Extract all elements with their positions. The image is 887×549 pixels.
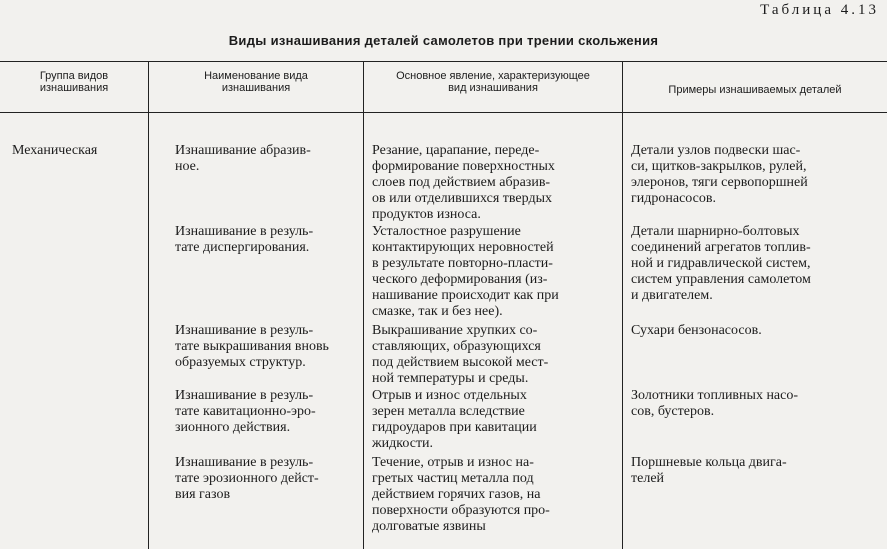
- table-row-1-examples: Детали узлов подвески шас- си, щитков-закрылков, рулей, элеронов, тяги сервопоршней гидронасосов.: [631, 143, 808, 206]
- table-row-4-examples: Золотники топливных насо- сов, бустеров.: [631, 388, 799, 419]
- header-wear-group: Группа видов изнашивания: [39, 70, 109, 94]
- table-row-2-examples: Детали шарнирно-болтовых соединений агрегатов топлив- ной и гидравлической систем, систем управления самолетом и двигателем.: [631, 224, 811, 303]
- table-row-3-name: Изнашивание в резуль- тате выкрашивания вновь образуемых структур.: [175, 323, 329, 370]
- table-row-3-phenomenon: Выкрашивание хрупких со- ставляющих, образующихся под действием высокой мест- ной температуры и среды.: [372, 323, 549, 386]
- table-row-5-name: Изнашивание в резуль- тате эрозионного дейст- вия газов: [175, 455, 319, 502]
- table-row-5-phenomenon: Течение, отрыв и износ на- гретых частиц металла под действием горячих газов, на поверхности образуются про- долговатые язвины: [372, 455, 550, 534]
- table-row-5-examples: Поршневые кольца двига- телей: [631, 455, 787, 486]
- table-top-border: [0, 61, 887, 62]
- wear-group-mechanical: Механическая: [12, 143, 98, 158]
- table-caption: Таблица 4.13: [760, 2, 879, 18]
- table-row-2-phenomenon: Усталостное разрушение контактирующих неровностей в результате повторно-пласти- ческого деформирования (из- нашивание происходит как при смазке, так и без нее).: [372, 224, 559, 319]
- table-row-2-name: Изнашивание в резуль- тате диспергирования.: [175, 224, 314, 255]
- table-row-1-phenomenon: Резание, царапание, переде- формирование поверхностных слоев под действием абразив- ов или отделившихся твердых продуктов износа.: [372, 143, 555, 222]
- table-row-4-name: Изнашивание в резуль- тате кавитационно-эро- зионного действия.: [175, 388, 316, 435]
- header-wear-type: Наименование вида изнашивания: [204, 70, 308, 94]
- column-divider-2: [363, 62, 364, 549]
- header-bottom-border: [0, 112, 887, 113]
- column-divider-3: [622, 62, 623, 549]
- table-row-3-examples: Сухари бензонасосов.: [631, 323, 762, 338]
- header-main-phenomenon: Основное явление, характеризующее вид изнашивания: [396, 70, 590, 94]
- table-title: Виды изнашивания деталей самолетов при трении скольжения: [228, 33, 659, 48]
- table-row-4-phenomenon: Отрыв и износ отдельных зерен металла вследствие гидроударов при кавитации жидкости.: [372, 388, 537, 451]
- column-divider-1: [148, 62, 149, 549]
- header-example-parts: Примеры изнашиваемых деталей: [668, 84, 842, 96]
- table-row-1-name: Изнашивание абразив- ное.: [175, 143, 311, 174]
